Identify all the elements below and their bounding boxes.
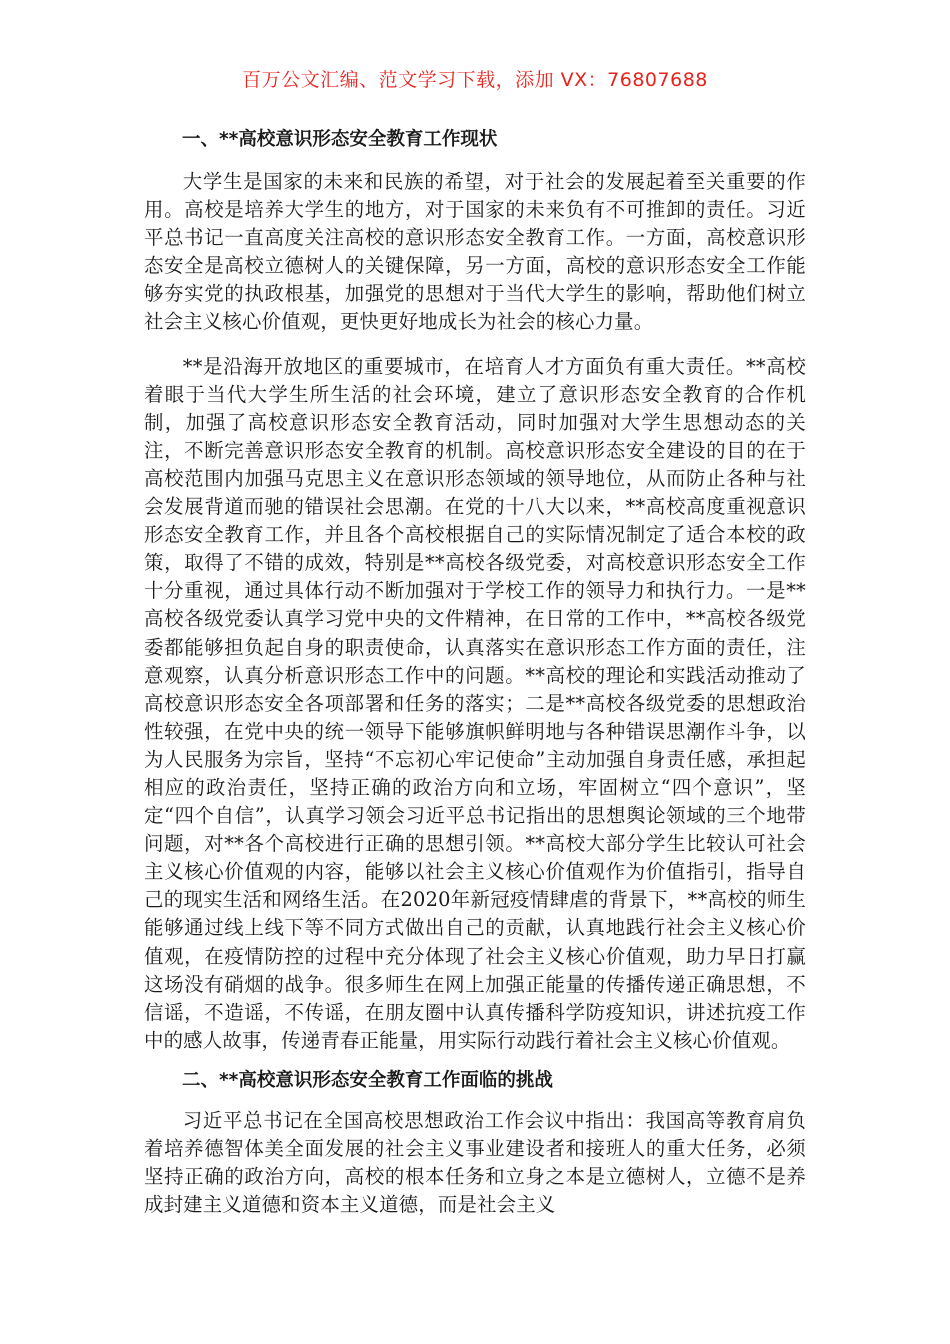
section-1-heading: 一、**高校意识形态安全教育工作现状 bbox=[182, 129, 498, 150]
document-body bbox=[144, 118, 806, 1219]
section-2-paragraph-1: 习近平总书记在全国高校思想政治工作会议中指出：我国高等教育肩负着培养德智体美全面发展的社会主义事业建设者和接班人的重大任务，必须坚持正确的政治方向，高校的根本任务和立身之本是立德树人，立德不是养成封建主义道德和资本主义道德，而是社会主义 bbox=[144, 1108, 806, 1217]
watermark-banner: 百万公文汇编、范文学习下载，添加 VX：76807688 bbox=[242, 69, 708, 91]
section-1-paragraph-1: 大学生是国家的未来和民族的希望，对于社会的发展起着至关重要的作用。高校是培养大学生的地方，对于国家的未来负有不可推卸的责任。习近平总书记一直高度关注高校的意识形态安全教育工作。一方面，高校意识形态安全是高校立德树人的关键保障，另一方面，高校的意识形态安全工作能够夯实党的执政根基，加强党的思想对于当代大学生的影响，帮助他们树立社会主义核心价值观，更快更好地成长为社会的核心力量。 bbox=[144, 170, 806, 334]
section-2-heading: 二、**高校意识形态安全教育工作面临的挑战 bbox=[182, 1069, 553, 1091]
section-1-paragraph-2: **是沿海开放地区的重要城市，在培育人才方面负有重大责任。**高校着眼于当代大学生所生活的社会环境，建立了意识形态安全教育的合作机制，加强了高校意识形态安全教育活动，同时加强对大学生思想动态的关注，不断完善意识形态安全教育的机制。高校意识形态安全建设的目的在于高校范围内加强马克思主义在意识形态领域的领导地位，从而防止各种与社会发展背道而驰的错误社会思潮。在党的十八大以来，**高校高度重视意识形态安全教育工作，并且各个高校根据自己的实际情况制定了适合本校的政策，取得了不错的成效，特别是**高校各级党委，对高校意识形态安全工作十分重视，通过具体行动不断加强对于学校工作的领导力和执行力。一是**高校各级党委认真学习党中央的文件精神，在日常的工作中，**高校各级党委都能够担负起自身的职责使命，认真落实在意识形态工作方面的责任，注意观察，认真分析意识形态工作中的问题。**高校的理论和实践活动推动了高校意识形态安全各项部署和任务的落实；二是**高校各级党委的思想政治性较强，在党中央的统一领导下能够旗帜鲜明地与各种错误思潮作斗争，以为人民服务为宗旨，坚持“不忘初心牢记使命”主动加强自身责任感，承担起相应的政治责任，坚持正确的政治方向和立场，牢固树立“四个意识”，坚定“四个自信”，认真学习领会习近平总书记指出的思想舆论领域的三个地带问题，对**各个高校进行正确的思想引领。**高校大部分学生比较认可社会主义核心价值观的内容，能够以社会主义核心价值观作为价值指引，指导自己的现实生活和网络生活。在2020年新冠疫情肆虐的背景下，**高校的师生能够通过线上线下等不同方式做出自己的贡献，认真地践行社会主义核心价值观，在疫情防控的过程中充分体现了社会主义核心价值观，助力早日打赢这场没有硝烟的战争。很多师生在网上加强正能量的传播传递正确思想，不信谣，不造谣，不传谣，在朋友圈中认真传播科学防疫知识，讲述抗疫工作中的感人故事，传递青春正能量，用实际行动践行着社会主义核心价值观。 bbox=[144, 354, 806, 1052]
